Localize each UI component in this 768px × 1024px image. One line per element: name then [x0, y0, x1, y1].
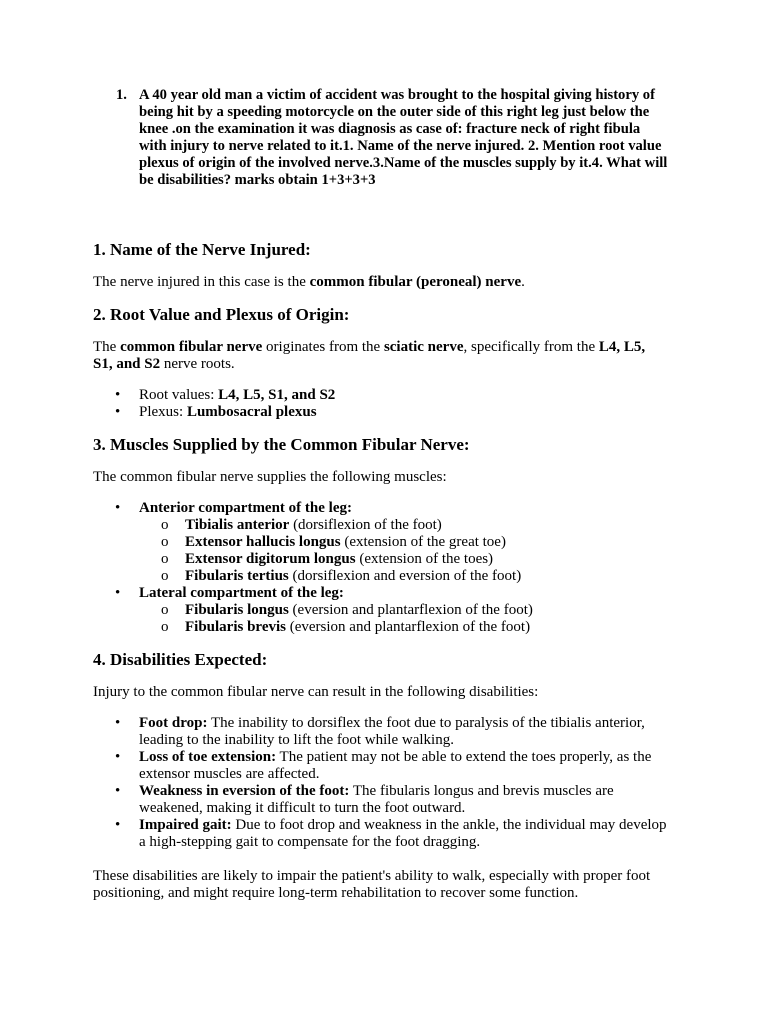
muscle-name: Tibialis anterior	[185, 517, 290, 533]
section4-list	[93, 715, 668, 851]
section4-intro: Injury to the common fibular nerve can result in the following disabilities:	[93, 684, 539, 700]
section2-bold: common fibular nerve	[120, 339, 263, 355]
disability-item	[139, 783, 668, 817]
section3-list	[93, 500, 668, 636]
question-number: 1.	[116, 87, 127, 103]
section1-nerve-name: common fibular (peroneal) nerve	[309, 274, 522, 290]
section2-text: originates from the	[262, 339, 384, 355]
list-item-value: L4, L5, S1, and S2	[218, 387, 336, 403]
section2-list	[93, 387, 668, 421]
muscle-name: Fibularis tertius	[185, 568, 289, 584]
disability-title: Loss of toe extension:	[139, 749, 277, 765]
muscle-name: Fibularis brevis	[185, 619, 286, 635]
conclusion-paragraph: These disabilities are likely to impair the patient's ability to walk, especially with proper foot positioning, and might require long-term rehabilitation to recover some function.	[93, 868, 651, 901]
list-item	[139, 404, 668, 421]
compartment-title: Lateral compartment of the leg:	[139, 585, 344, 601]
list-item	[139, 585, 668, 636]
section2-heading: 2. Root Value and Plexus of Origin:	[93, 305, 350, 324]
list-item-value: Lumbosacral plexus	[186, 404, 317, 420]
muscle-item	[185, 534, 668, 551]
muscle-desc: (dorsiflexion and eversion of the foot)	[288, 568, 522, 584]
section2-text: , specifically from the	[463, 339, 599, 355]
muscle-desc: (eversion and plantarflexion of the foot)	[288, 602, 533, 618]
muscle-desc: (dorsiflexion of the foot)	[289, 517, 442, 533]
list-item-label: Plexus:	[139, 404, 187, 420]
section1-text-after: .	[521, 274, 525, 290]
muscle-item	[185, 619, 668, 636]
disability-text: Due to foot drop and weakness in the ankle, the individual may develop a high-stepping gait to compensate for the foot dragging.	[139, 817, 667, 850]
section3-heading: 3. Muscles Supplied by the Common Fibular Nerve:	[93, 435, 470, 454]
muscle-item	[185, 568, 668, 585]
disability-title: Weakness in eversion of the foot:	[139, 783, 350, 799]
section2-bold: L4, L5, S1, and S2	[93, 339, 646, 372]
section1-text-before: The nerve injured in this case is the	[93, 274, 310, 290]
muscle-desc: (eversion and plantarflexion of the foot)	[286, 619, 531, 635]
disability-item	[139, 817, 668, 851]
disability-item	[139, 715, 668, 749]
disability-title: Impaired gait:	[139, 817, 232, 833]
section2-text: nerve roots.	[160, 356, 235, 372]
disability-item	[139, 749, 668, 783]
muscle-name: Fibularis longus	[185, 602, 289, 618]
section1-heading: 1. Name of the Nerve Injured:	[93, 240, 311, 259]
disability-title: Foot drop:	[139, 715, 208, 731]
section4-heading: 4. Disabilities Expected:	[93, 650, 268, 669]
section1-paragraph	[93, 274, 668, 291]
list-item	[139, 387, 668, 404]
muscle-name: Extensor digitorum longus	[185, 551, 356, 567]
question-item	[116, 87, 668, 189]
disability-text: The patient may not be able to extend the toes properly, as the extensor muscles are affected.	[139, 749, 652, 782]
list-item	[139, 500, 668, 585]
muscle-item	[185, 551, 668, 568]
section2-paragraph	[93, 339, 668, 373]
section3-intro: The common fibular nerve supplies the following muscles:	[93, 469, 447, 485]
list-item-label: Root values:	[139, 387, 219, 403]
anterior-muscles-list	[139, 517, 668, 585]
section2-bold: sciatic nerve	[383, 339, 464, 355]
question-text: A 40 year old man a victim of accident was brought to the hospital giving history of being hit by a speeding motorcycle on the outer side of this right leg just below the knee .on the examination it was diagnosis as case of: fracture neck of right fibula with injury to nerve related to it.1. Name of the nerve injured. 2. Mention root value plexus of origin of the involved nerve.3.Name of the muscles supply by it.4. What will be disabilities? marks obtain 1+3+3+3	[139, 87, 668, 188]
muscle-desc: (extension of the toes)	[355, 551, 494, 567]
muscle-item	[185, 517, 668, 534]
muscle-name: Extensor hallucis longus	[185, 534, 341, 550]
muscle-desc: (extension of the great toe)	[340, 534, 506, 550]
lateral-muscles-list	[139, 602, 668, 636]
muscle-item	[185, 602, 668, 619]
compartment-title: Anterior compartment of the leg:	[139, 500, 352, 516]
disability-text: The fibularis longus and brevis muscles are weakened, making it difficult to turn the foot outward.	[139, 783, 614, 816]
section2-text: The	[93, 339, 121, 355]
disability-text: The inability to dorsiflex the foot due to paralysis of the tibialis anterior, leading to the inability to lift the foot while walking.	[139, 715, 645, 748]
